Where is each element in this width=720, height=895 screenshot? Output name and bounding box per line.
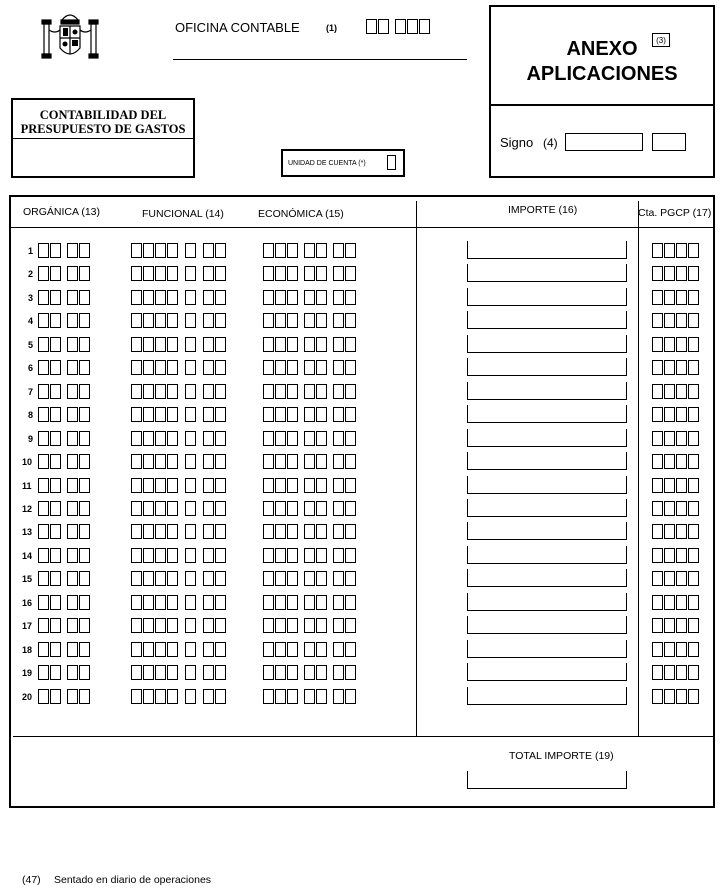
funcional-code[interactable] [131, 524, 226, 539]
col-importe: IMPORTE (16) [508, 204, 578, 216]
cta-pgcp-code[interactable] [652, 360, 699, 375]
anexo-title: ANEXO [566, 38, 638, 60]
coat-of-arms-emblem [40, 8, 100, 66]
economica-code[interactable] [263, 548, 356, 563]
importe-field[interactable] [467, 569, 627, 587]
funcional-code[interactable] [131, 313, 226, 328]
funcional-code[interactable] [131, 431, 226, 446]
unidad-cuenta-label: UNIDAD DE CUENTA (*) [288, 160, 366, 167]
cta-pgcp-code[interactable] [652, 384, 699, 399]
row-number: 2 [28, 269, 34, 279]
economica-code[interactable] [263, 266, 356, 281]
organica-code[interactable] [38, 642, 90, 657]
col-organica: ORGÁNICA (13) [23, 206, 101, 218]
row-number: 5 [28, 340, 34, 350]
funcional-code[interactable] [131, 454, 226, 469]
cta-divider [638, 201, 639, 736]
cta-pgcp-code[interactable] [652, 571, 699, 586]
oficina-contable-code[interactable] [366, 19, 430, 34]
funcional-code[interactable] [131, 266, 226, 281]
signo-input[interactable] [565, 133, 643, 151]
cta-pgcp-code[interactable] [652, 266, 699, 281]
row-number: 16 [22, 598, 33, 608]
importe-field[interactable] [467, 499, 627, 517]
row-number: 11 [22, 481, 32, 491]
importe-field[interactable] [467, 522, 627, 540]
cta-pgcp-code[interactable] [652, 478, 699, 493]
funcional-code[interactable] [131, 689, 226, 704]
organica-code[interactable] [38, 337, 90, 352]
cta-pgcp-code[interactable] [652, 618, 699, 633]
unidad-cuenta-box [281, 149, 405, 177]
importe-field[interactable] [467, 616, 627, 634]
organica-code[interactable] [38, 595, 90, 610]
cta-pgcp-code[interactable] [652, 689, 699, 704]
row-number: 4 [28, 316, 34, 326]
economica-code[interactable] [263, 595, 356, 610]
importe-field[interactable] [467, 687, 627, 705]
importe-field[interactable] [467, 452, 627, 470]
organica-code[interactable] [38, 266, 90, 281]
row-number: 8 [28, 410, 34, 420]
funcional-code[interactable] [131, 290, 226, 305]
col-economica: ECONÓMICA (15) [258, 208, 344, 220]
importe-field[interactable] [467, 335, 627, 353]
col-funcional: FUNCIONAL (14) [142, 208, 224, 220]
importe-field[interactable] [467, 476, 627, 494]
contabilidad-box [11, 98, 195, 178]
economica-code[interactable] [263, 360, 356, 375]
economica-code[interactable] [263, 337, 356, 352]
row-number: 14 [22, 551, 33, 561]
organica-code[interactable] [38, 524, 90, 539]
organica-code[interactable] [38, 548, 90, 563]
row-number: 13 [22, 527, 33, 537]
economica-code[interactable] [263, 571, 356, 586]
row-number: 17 [22, 621, 33, 631]
aplicaciones-title: APLICACIONES [526, 63, 678, 85]
row-number: 10 [22, 457, 33, 467]
funcional-code[interactable] [131, 478, 226, 493]
anexo-box [489, 5, 715, 178]
oficina-contable-ref: (1) [326, 23, 337, 33]
total-importe-field[interactable] [467, 771, 627, 789]
importe-field[interactable] [467, 264, 627, 282]
organica-code[interactable] [38, 571, 90, 586]
cta-pgcp-code[interactable] [652, 454, 699, 469]
oficina-contable-line [173, 59, 467, 60]
oficina-contable-label: OFICINA CONTABLE [175, 20, 300, 35]
footer-ref: (47) [22, 874, 41, 886]
row-number: 12 [22, 504, 33, 514]
economica-code[interactable] [263, 384, 356, 399]
economica-code[interactable] [263, 243, 356, 258]
row-number: 18 [22, 645, 33, 655]
cta-pgcp-code[interactable] [652, 665, 699, 680]
row-number: 19 [22, 668, 33, 678]
cta-pgcp-code[interactable] [652, 524, 699, 539]
importe-field[interactable] [467, 382, 627, 400]
economica-code[interactable] [263, 665, 356, 680]
funcional-code[interactable] [131, 618, 226, 633]
row-number: 7 [28, 387, 34, 397]
importe-field[interactable] [467, 546, 627, 564]
cta-pgcp-code[interactable] [652, 337, 699, 352]
funcional-code[interactable] [131, 571, 226, 586]
importe-field[interactable] [467, 311, 627, 329]
cta-pgcp-code[interactable] [652, 313, 699, 328]
economica-code[interactable] [263, 313, 356, 328]
row-number: 3 [28, 293, 34, 303]
importe-field[interactable] [467, 241, 627, 259]
economica-code[interactable] [263, 290, 356, 305]
contabilidad-line2: PRESUPUESTO DE GASTOS [13, 122, 193, 139]
economica-code[interactable] [263, 501, 356, 516]
funcional-code[interactable] [131, 595, 226, 610]
importe-field[interactable] [467, 358, 627, 376]
signo-label: Signo [500, 135, 534, 150]
row-number: 15 [22, 574, 33, 584]
total-importe-label: TOTAL IMPORTE (19) [509, 750, 614, 762]
funcional-code[interactable] [131, 501, 226, 516]
cta-pgcp-code[interactable] [652, 501, 699, 516]
economica-code[interactable] [263, 689, 356, 704]
organica-code[interactable] [38, 243, 90, 258]
funcional-code[interactable] [131, 548, 226, 563]
contabilidad-line1: CONTABILIDAD DEL [39, 108, 167, 122]
row-number: 6 [28, 363, 34, 373]
importe-divider [416, 201, 417, 736]
cta-pgcp-code[interactable] [652, 290, 699, 305]
organica-code[interactable] [38, 454, 90, 469]
total-divider [13, 736, 713, 737]
anexo-divider [491, 104, 713, 106]
importe-field[interactable] [467, 593, 627, 611]
economica-code[interactable] [263, 524, 356, 539]
importe-field[interactable] [467, 663, 627, 681]
footer-text: Sentado en diario de operaciones [54, 874, 212, 886]
organica-code[interactable] [38, 407, 90, 422]
funcional-code[interactable] [131, 642, 226, 657]
cta-pgcp-code[interactable] [652, 595, 699, 610]
cta-pgcp-code[interactable] [652, 548, 699, 563]
row-number: 1 [28, 246, 34, 256]
organica-code[interactable] [38, 665, 90, 680]
organica-code[interactable] [38, 384, 90, 399]
organica-code[interactable] [38, 478, 90, 493]
row-number: 20 [22, 692, 33, 702]
importe-field[interactable] [467, 288, 627, 306]
funcional-code[interactable] [131, 243, 226, 258]
funcional-code[interactable] [131, 665, 226, 680]
organica-code[interactable] [38, 618, 90, 633]
organica-code[interactable] [38, 290, 90, 305]
table-header-divider [11, 227, 713, 228]
funcional-code[interactable] [131, 337, 226, 352]
row-number: 9 [28, 434, 34, 444]
unidad-cuenta-input[interactable] [387, 155, 396, 170]
funcional-code[interactable] [131, 384, 226, 399]
economica-code[interactable] [263, 478, 356, 493]
cta-pgcp-code[interactable] [652, 431, 699, 446]
importe-field[interactable] [467, 429, 627, 447]
organica-code[interactable] [38, 313, 90, 328]
cta-pgcp-code[interactable] [652, 243, 699, 258]
funcional-code[interactable] [131, 407, 226, 422]
economica-code[interactable] [263, 407, 356, 422]
importe-field[interactable] [467, 640, 627, 658]
economica-code[interactable] [263, 642, 356, 657]
economica-code[interactable] [263, 454, 356, 469]
signo-input-2[interactable] [652, 133, 686, 151]
importe-field[interactable] [467, 405, 627, 423]
economica-code[interactable] [263, 431, 356, 446]
cta-pgcp-code[interactable] [652, 642, 699, 657]
funcional-code[interactable] [131, 360, 226, 375]
organica-code[interactable] [38, 360, 90, 375]
signo-ref: (4) [543, 136, 558, 150]
anexo-ref: (3) [652, 33, 670, 47]
organica-code[interactable] [38, 689, 90, 704]
col-cta-pgcp: Cta. PGCP (17) [638, 207, 712, 219]
organica-code[interactable] [38, 431, 90, 446]
economica-code[interactable] [263, 618, 356, 633]
cta-pgcp-code[interactable] [652, 407, 699, 422]
organica-code[interactable] [38, 501, 90, 516]
